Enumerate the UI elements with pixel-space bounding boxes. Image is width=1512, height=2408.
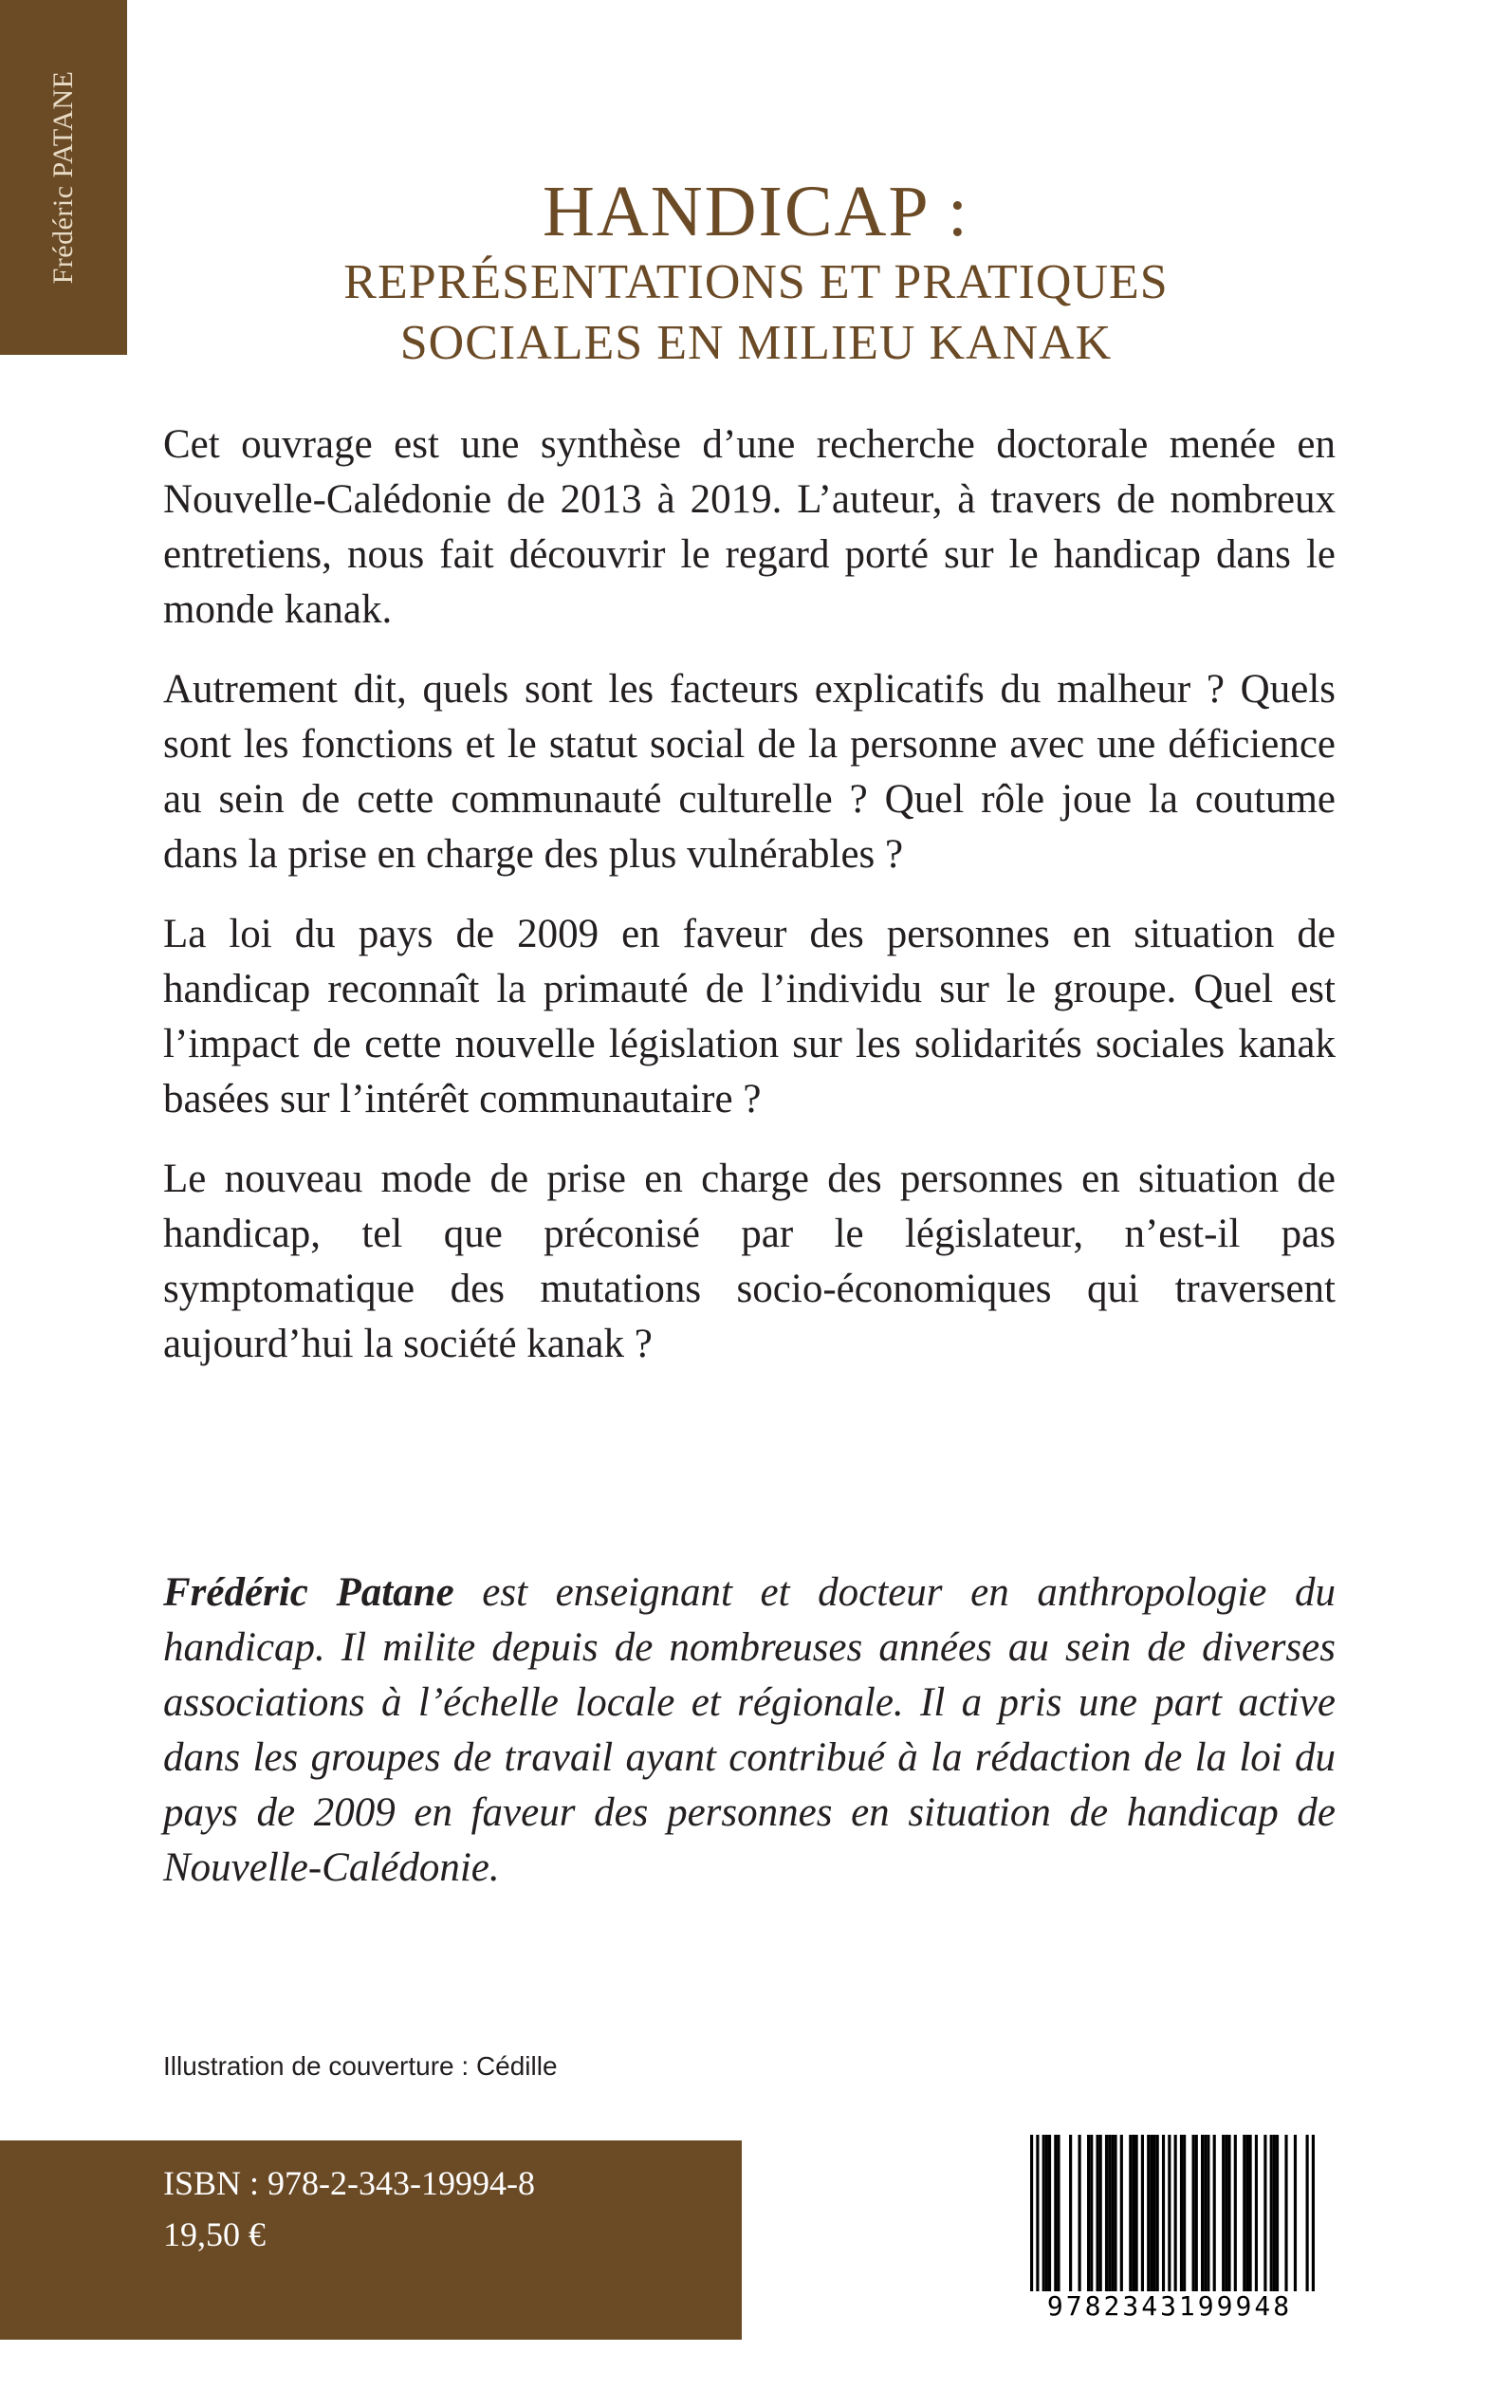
barcode-bar [1227, 2135, 1230, 2291]
barcode-bar [1162, 2135, 1165, 2291]
barcode-bar [1183, 2135, 1186, 2291]
barcode-bar [1036, 2135, 1039, 2291]
author-bio-text: est enseignant et docteur en anthropologie du handicap. Il milite depuis de nombreuses années au sein de diverses associations à l’échelle locale et régionale. Il a pris une part active dans les groupes de travail ayant contribué à la rédaction de la loi du pays de 2009 en faveur des personnes en situation de handicap de Nouvelle-Calédonie. [163, 1570, 1336, 1890]
price: 19,50 € [163, 2215, 266, 2253]
barcode-bar [1201, 2135, 1204, 2291]
barcode-bar [1030, 2135, 1033, 2291]
barcode-bar [1129, 2135, 1132, 2291]
barcode-bar [1108, 2135, 1111, 2291]
title-subtitle-line-1: REPRÉSENTATIONS ET PRATIQUES [343, 255, 1169, 309]
barcode-bar [1090, 2135, 1093, 2291]
barcode-bar [1150, 2135, 1152, 2291]
barcode-digits: 9782343199948 [1046, 2290, 1293, 2322]
barcode-bar [1195, 2135, 1198, 2291]
summary-paragraph: Le nouveau mode de prise en charge des personnes en situation de handicap, tel que préconisé par le législateur, n’est-il pas symptomatique des mutations socio-économiques qui traversent aujourd’hui la société kanak ? [163, 1157, 1336, 1366]
barcode-bar [1069, 2135, 1072, 2291]
barcode-bar [1141, 2135, 1144, 2291]
spine-tab [0, 0, 127, 355]
author-name: Frédéric Patane [163, 1570, 454, 1615]
barcode-bar [1207, 2135, 1209, 2291]
barcode-bar [1306, 2135, 1309, 2291]
barcode-bar [1180, 2135, 1183, 2291]
barcode-bar [1054, 2135, 1057, 2291]
author-bio [163, 1565, 1336, 1896]
summary-paragraph: Cet ouvrage est une synthèse d’une recherche doctorale menée en Nouvelle-Calédonie de 2013 à 2019. L’auteur, à travers de nombreux entretiens, nous fait découvrir le regard porté sur le handicap dans le monde kanak. [163, 422, 1336, 632]
barcode-bar [1294, 2135, 1297, 2291]
barcode-bar [1249, 2135, 1252, 2291]
barcode-bar [1120, 2135, 1123, 2291]
barcode-bar [1099, 2135, 1102, 2291]
barcode-bar [1135, 2135, 1138, 2291]
barcode-bar [1152, 2135, 1155, 2291]
barcode-bar [1168, 2135, 1171, 2291]
barcode-bar [1222, 2135, 1225, 2291]
barcode-bar [1270, 2135, 1273, 2291]
summary-paragraph: La loi du pays de 2009 en faveur des personnes en situation de handicap reconnaît la primauté de l’individu sur le groupe. Quel est l’impact de cette nouvelle législation sur les solidarités sociales kanak basées sur l’intérêt communautaire ? [163, 912, 1336, 1121]
isbn: ISBN : 978-2-343-19994-8 [163, 2164, 535, 2202]
barcode-bar [1042, 2135, 1045, 2291]
spine-author: Frédéric PATANE [47, 70, 79, 285]
title-subtitle-line-2: SOCIALES EN MILIEU KANAK [399, 316, 1113, 370]
barcode-bar [1273, 2135, 1276, 2291]
barcode-bar [1096, 2135, 1098, 2291]
barcode-bar [1312, 2135, 1315, 2291]
barcode-bar [1105, 2135, 1108, 2291]
barcode-bar [1213, 2135, 1216, 2291]
barcode-bar [1263, 2135, 1266, 2291]
barcode-bar [1087, 2135, 1090, 2291]
barcode-bar [1079, 2135, 1081, 2291]
barcode-bar [1156, 2135, 1159, 2291]
barcode [1013, 2135, 1326, 2325]
book-title [133, 171, 1379, 374]
barcode-bar [1204, 2135, 1207, 2291]
barcode-bar [1192, 2135, 1195, 2291]
barcode-bar [1243, 2135, 1245, 2291]
barcode-bars [1030, 2135, 1315, 2291]
barcode-bar [1114, 2135, 1116, 2291]
summary-paragraph: Autrement dit, quels sont les facteurs explicatifs du malheur ? Quels sont les fonctions et le statut social de la personne avec une déficience au sein de cette communauté culturelle ? Quel rôle joue la coutume dans la prise en charge des plus vulnérables ? [163, 667, 1336, 877]
barcode-bar [1245, 2135, 1248, 2291]
barcode-bar [1276, 2135, 1279, 2291]
barcode-bar [1284, 2135, 1287, 2291]
barcode-bar [1048, 2135, 1051, 2291]
barcode-bar [1234, 2135, 1237, 2291]
barcode-bar [1111, 2135, 1114, 2291]
barcode-bar [1174, 2135, 1177, 2291]
barcode-bar [1255, 2135, 1258, 2291]
barcode-bar [1132, 2135, 1134, 2291]
cover-illustration-credit: Illustration de couverture : Cédille [163, 2051, 558, 2081]
barcode-bar [1147, 2135, 1150, 2291]
barcode-bar [1225, 2135, 1227, 2291]
barcode-bar [1057, 2135, 1060, 2291]
summary-text [163, 417, 1336, 1397]
title-main: HANDICAP : [543, 172, 969, 251]
barcode-bar [1045, 2135, 1048, 2291]
